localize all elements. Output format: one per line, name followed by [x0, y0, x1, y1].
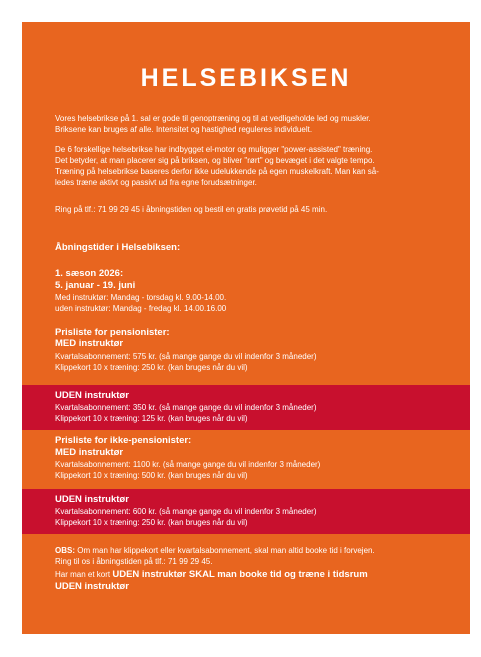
price-line: Klippekort 10 x træning: 500 kr. (kan bruges når du vil)	[55, 471, 248, 480]
obs-note-line	[55, 569, 368, 580]
obs-line	[55, 546, 375, 556]
intro-line: Briksene kan bruges af alle. Intensitet og hastighed reguleres individuelt.	[55, 125, 313, 134]
pensioner-without-label: UDEN instruktør	[55, 390, 129, 401]
obs-note-bold: UDEN instruktør SKAL man booke tid og træne i tidsrum	[112, 569, 368, 580]
non-pensioner-without-band	[22, 489, 470, 534]
description-line: Træning på helsebrikse baseres derfor ikke udelukkende på egen muskelkraft. Man kan så-	[55, 167, 379, 176]
price-line: Kvartalsabonnement: 350 kr. (så mange gange du vil indenfor 3 måneder)	[55, 403, 317, 412]
hours-line: uden instruktør: Mandag - fredag kl. 14.00.16.00	[55, 304, 227, 313]
season-title: 1. sæson 2026:	[55, 268, 124, 279]
pensioner-heading: Prisliste for pensionister:	[55, 327, 170, 338]
obs-phone-line: Ring til os i åbningstiden på tlf.: 71 99 29 45.	[55, 557, 213, 566]
pensioner-without-band	[22, 385, 470, 430]
description-line: Det betyder, at man placerer sig på briksen, og bliver "rørt" og bevæget i det valgte tempo.	[55, 156, 375, 165]
hours-line: Med instruktør: Mandag - torsdag kl. 9.00-14.00.	[55, 293, 227, 302]
non-pensioner-without-label: UDEN instruktør	[55, 494, 129, 505]
price-line: Kvartalsabonnement: 1100 kr. (så mange gange du vil indenfor 3 måneder)	[55, 460, 321, 469]
non-pensioner-with-label: MED instruktør	[55, 447, 124, 458]
price-line: Klippekort 10 x træning: 125 kr. (kan bruges når du vil)	[55, 414, 248, 423]
pensioner-with-label: MED instruktør	[55, 338, 124, 349]
price-line: Klippekort 10 x træning: 250 kr. (kan bruges når du vil)	[55, 518, 248, 527]
hours-heading: Åbningstider i Helsebiksen:	[55, 242, 181, 253]
obs-note-tail: UDEN instruktør	[55, 581, 129, 592]
price-line: Kvartalsabonnement: 600 kr. (så mange gange du vil indenfor 3 måneder)	[55, 507, 317, 516]
page-title: HELSEBIKSEN	[140, 64, 352, 92]
obs-label: OBS:	[55, 546, 75, 555]
call-text: Ring på tlf.: 71 99 29 45 i åbningstiden og bestil en gratis prøvetid på 45 min.	[55, 205, 328, 214]
description-line: ledes træne aktivt og passivt ud fra egne forudsætninger.	[55, 178, 257, 187]
non-pensioner-heading: Prisliste for ikke-pensionister:	[55, 435, 192, 446]
season-dates: 5. januar - 19. juni	[55, 280, 136, 291]
intro-line: Vores helsebrikse på 1. sal er gode til genoptræning og til at vedligeholde led og muskler.	[55, 114, 371, 123]
obs-note-prefix: Har man et kort	[55, 570, 113, 579]
price-line: Kvartalsabonnement: 575 kr. (så mange gange du vil indenfor 3 måneder)	[55, 352, 317, 361]
obs-text: Om man har klippekort eller kvartalsabonnement, skal man altid booke tid i forvejen.	[75, 546, 375, 555]
price-line: Klippekort 10 x træning: 250 kr. (kan bruges når du vil)	[55, 363, 248, 372]
flyer	[22, 22, 470, 634]
description-line: De 6 forskellige helsebrikse har indbygget el-motor og muligger "power-assisted" træning.	[55, 145, 373, 154]
